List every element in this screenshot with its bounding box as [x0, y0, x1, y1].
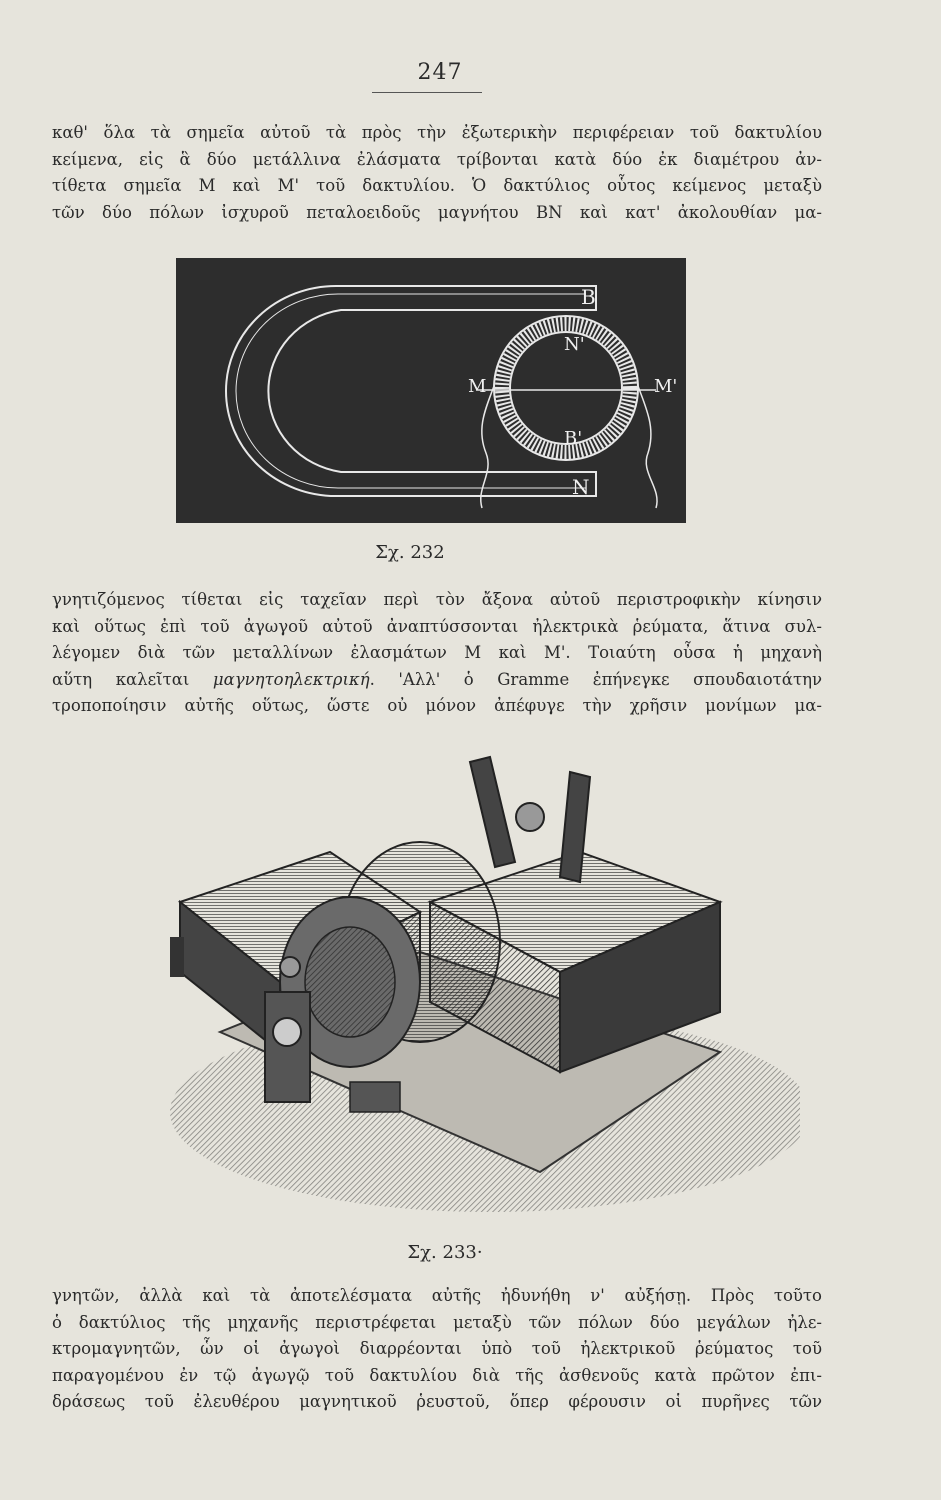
text-line: καὶ οὕτως ἐπὶ τοῦ ἀγωγοῦ αὐτοῦ ἀναπτύσσονται ἠλεκτρικὰ ῥεύματα, ἅτινα συλ- — [52, 616, 822, 636]
label-m-prime: M' — [654, 376, 678, 397]
paragraph-1 — [52, 120, 822, 226]
label-n-prime: N' — [564, 334, 585, 355]
figure-232-svg — [176, 258, 686, 523]
page-number-rule — [372, 92, 482, 95]
label-m: M — [468, 376, 487, 397]
text-fragment: . 'Αλλ' ὁ Gramme ἐπήνεγκε σπουδαιοτάτην — [369, 669, 822, 689]
text-line: τροποποίησιν αὐτῆς οὕτως, ὥστε οὐ μόνον ἀπέφυγε τὴν χρῆσιν μονίμων μα- — [52, 696, 822, 715]
figure-232-diagram — [176, 258, 686, 523]
text-line: γνητιζόμενος τίθεται εἰς ταχεῖαν περὶ τὸν ἄξονα αὐτοῦ περιστροφικὴν κίνησιν — [52, 590, 822, 609]
page-number: 247 — [417, 60, 463, 85]
text-line: τίθετα σημεῖα Μ καὶ Μ' τοῦ δακτυλίου. Ὁ δακτύλιος οὗτος κείμενος μεταξὺ — [52, 176, 822, 195]
text-fragment: αὕτη καλεῖται — [52, 669, 213, 689]
text-line — [52, 667, 822, 694]
paragraph-2 — [52, 587, 822, 720]
text-line: παραγομένου ἐν τῷ ἀγωγῷ τοῦ δακτυλίου διὰ τῆς ἀσθενοῦς κατὰ πρῶτον ἐπι- — [52, 1365, 822, 1385]
label-b-prime: B' — [564, 428, 583, 449]
figure-233-caption: Σχ. 233· — [407, 1242, 483, 1263]
text-line: κείμενα, εἰς ἃ δύο μετάλλινα ἐλάσματα τρίβονται κατὰ δύο ἐκ διαμέτρου ἀν- — [52, 149, 822, 169]
text-line: καθ' ὅλα τὰ σημεῖα αὐτοῦ τὰ πρὸς τὴν ἐξωτερικὴν περιφέρειαν τοῦ δακτυλίου — [52, 123, 822, 142]
text-line: δράσεως τοῦ ἐλευθέρου μαγνητικοῦ ῥευστοῦ, ὅπερ φέρουσιν οἱ πυρῆνες τῶν — [52, 1392, 822, 1411]
figure-232-caption: Σχ. 232 — [375, 542, 445, 563]
figure-233-illustration — [160, 752, 800, 1222]
text-line: τῶν δύο πόλων ἰσχυροῦ πεταλοειδοῦς μαγνήτου ΒΝ καὶ κατ' ἀκολουθίαν μα- — [52, 202, 822, 222]
italic-term: μαγνητοηλεκτρική — [212, 669, 370, 689]
gramme-machine-svg — [160, 752, 800, 1222]
text-line: λέγομεν διὰ τῶν μεταλλίνων ἐλασμάτων Μ καὶ Μ'. Τοιαύτη οὖσα ἡ μηχανὴ — [52, 643, 822, 662]
text-line: γνητῶν, ἀλλὰ καὶ τὰ ἀποτελέσματα αὐτῆς ἠδυνήθη ν' αὐξήσῃ. Πρὸς τοῦτο — [52, 1286, 822, 1305]
text-line: ὁ δακτύλιος τῆς μηχανῆς περιστρέφεται μεταξὺ τῶν πόλων δύο μεγάλων ἠλε- — [52, 1312, 822, 1332]
label-b: B — [581, 285, 596, 309]
label-n: N — [572, 475, 590, 499]
paragraph-3 — [52, 1283, 822, 1416]
text-line: κτρομαγνητῶν, ὧν οἱ ἀγωγοὶ διαρρέονται ὑπὸ τοῦ ἠλεκτρικοῦ ῥεύματος τοῦ — [52, 1339, 822, 1358]
